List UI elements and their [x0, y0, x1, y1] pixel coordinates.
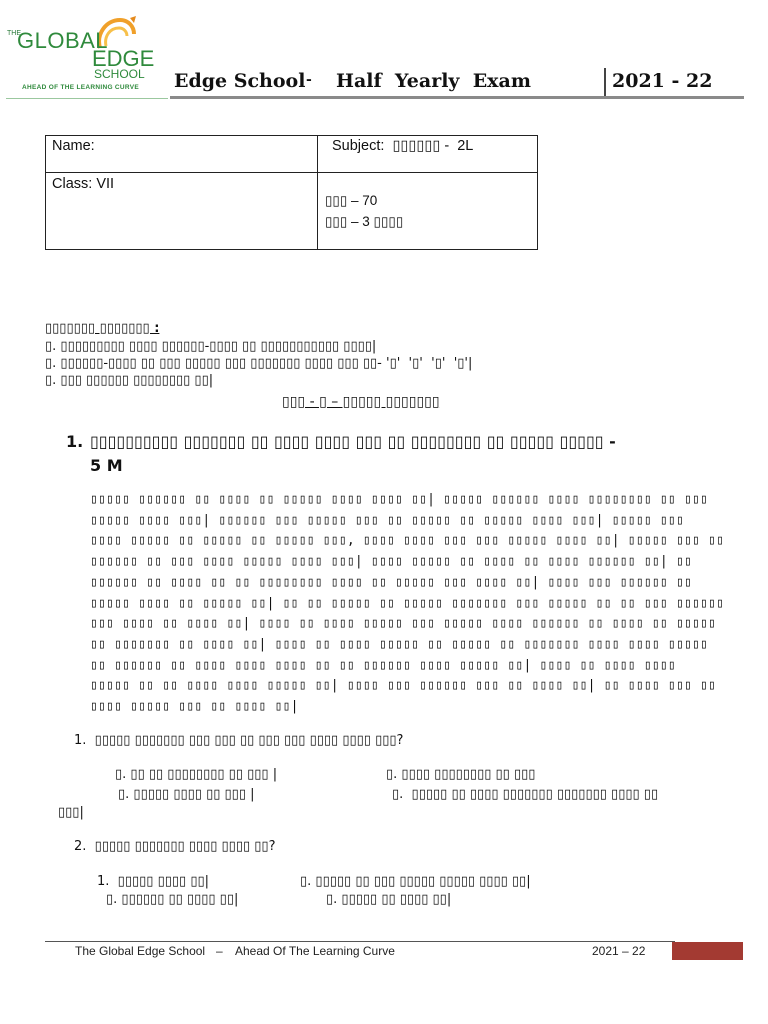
footer-dash: –	[216, 944, 223, 958]
question-1-text-line-1: ▯▯▯▯▯▯▯▯▯▯ ▯▯▯▯▯▯▯ ▯▯ ▯▯▯▯ ▯▯▯▯ ▯▯▯ ▯▯ ▯▯▯▯▯▯▯▯ ▯▯ ▯▯▯▯▯ ▯▯▯▯▯ -	[90, 432, 616, 451]
header-school-name: Edge School	[174, 70, 306, 92]
sub-q1-option-c: ▯. ▯▯▯▯▯ ▯▯▯▯ ▯▯ ▯▯▯ |	[118, 787, 255, 802]
logo-tagline: AHEAD OF THE LEARNING CURVE	[22, 84, 140, 91]
passage-line: ▯▯▯▯ ▯▯▯▯▯ ▯▯▯ ▯▯ ▯▯▯▯ ▯▯|	[90, 699, 299, 714]
sub-q1-option-d: ▯. ▯▯▯▯▯ ▯▯ ▯▯▯▯ ▯▯▯▯▯▯▯ ▯▯▯▯▯▯▯ ▯▯▯▯ ▯▯	[392, 787, 659, 802]
passage-line: ▯▯ ▯▯▯▯▯▯▯ ▯▯ ▯▯▯▯ ▯▯| ▯▯▯▯ ▯▯ ▯▯▯▯ ▯▯▯▯▯ ▯▯ ▯▯▯▯▯ ▯▯ ▯▯▯▯▯▯▯ ▯▯▯▯ ▯▯▯▯ ▯▯▯▯▯	[90, 636, 709, 652]
passage-line: ▯▯▯▯▯ ▯▯▯▯ ▯▯ ▯▯▯▯▯ ▯▯| ▯▯ ▯▯ ▯▯▯▯▯ ▯▯ ▯▯▯▯▯ ▯▯▯▯▯▯▯ ▯▯▯ ▯▯▯▯▯ ▯▯ ▯▯ ▯▯▯ ▯▯▯▯▯▯	[90, 595, 725, 611]
question-1-number: 1.	[66, 432, 84, 451]
passage-line: ▯▯▯▯▯▯ ▯▯ ▯▯▯ ▯▯▯▯ ▯▯▯▯▯ ▯▯▯▯ ▯▯▯| ▯▯▯▯ ▯▯▯▯▯ ▯▯ ▯▯▯▯ ▯▯ ▯▯▯▯ ▯▯▯▯▯▯ ▯▯| ▯▯	[90, 554, 692, 570]
instructions-heading: ▯▯▯▯▯▯▯ ▯▯▯▯▯▯▯ :	[45, 321, 160, 336]
name-label: Name:	[52, 138, 95, 154]
passage-line: ▯▯ ▯▯▯▯▯▯ ▯▯ ▯▯▯▯ ▯▯▯▯ ▯▯▯▯ ▯▯ ▯▯ ▯▯▯▯▯▯ ▯▯▯▯ ▯▯▯▯▯ ▯▯| ▯▯▯▯ ▯▯ ▯▯▯▯ ▯▯▯▯	[90, 657, 676, 673]
passage-line: ▯▯▯▯ ▯▯▯▯▯ ▯▯ ▯▯▯▯▯ ▯▯ ▯▯▯▯▯ ▯▯▯, ▯▯▯▯ ▯▯▯▯ ▯▯▯ ▯▯▯ ▯▯▯▯▯ ▯▯▯▯ ▯▯| ▯▯▯▯▯ ▯▯▯ ▯▯	[90, 533, 725, 549]
sub-q2-option-a: 1. ▯▯▯▯▯ ▯▯▯▯ ▯▯|	[97, 874, 210, 889]
sub-q1-option-d-cont: ▯▯▯|	[58, 805, 84, 820]
question-1-text-line-2: 5 M	[90, 456, 123, 475]
logo-global-text: GLOBAL	[17, 28, 109, 53]
passage-line: ▯▯▯▯▯ ▯▯▯▯▯▯ ▯▯ ▯▯▯▯ ▯▯ ▯▯▯▯▯ ▯▯▯▯ ▯▯▯▯ ▯▯| ▯▯▯▯▯ ▯▯▯▯▯▯ ▯▯▯▯ ▯▯▯▯▯▯▯▯ ▯▯ ▯▯▯	[90, 492, 709, 507]
sub-q2-option-b: ▯. ▯▯▯▯▯ ▯▯ ▯▯▯ ▯▯▯▯▯ ▯▯▯▯▯ ▯▯▯▯ ▯▯|	[300, 874, 531, 889]
header-divider	[604, 68, 606, 98]
table-row-divider	[45, 172, 538, 173]
header-exam-title: Half Yearly Exam	[336, 70, 531, 92]
logo-school-text: SCHOOL	[94, 67, 145, 81]
logo-edge-text: EDGE	[92, 46, 155, 71]
footer-year: 2021 – 22	[592, 944, 646, 958]
footer-accent-bar	[672, 942, 743, 960]
instruction-line-3: ▯. ▯▯▯ ▯▯▯▯▯▯ ▯▯▯▯▯▯▯▯ ▯▯|	[45, 373, 214, 388]
instruction-line-1: ▯. ▯▯▯▯▯▯▯▯▯ ▯▯▯▯ ▯▯▯▯▯▯-▯▯▯▯ ▯▯ ▯▯▯▯▯▯▯▯▯▯▯ ▯▯▯▯|	[45, 339, 377, 354]
sub-q2-option-d: ▯. ▯▯▯▯▯ ▯▯ ▯▯▯▯ ▯▯|	[326, 892, 452, 907]
table-column-divider	[317, 135, 318, 250]
school-logo	[6, 12, 166, 104]
logo-underline	[6, 98, 168, 99]
passage-line: ▯▯▯▯▯ ▯▯▯▯ ▯▯▯| ▯▯▯▯▯▯ ▯▯▯ ▯▯▯▯▯ ▯▯▯ ▯▯ ▯▯▯▯▯ ▯▯ ▯▯▯▯▯ ▯▯▯▯ ▯▯▯| ▯▯▯▯▯ ▯▯▯	[90, 512, 684, 528]
header-rule	[170, 96, 744, 99]
logo-the-text: THE	[7, 30, 21, 37]
sub-q2-option-c: ▯. ▯▯▯▯▯▯ ▯▯ ▯▯▯▯ ▯▯|	[106, 892, 239, 907]
sub-question-1: 1. ▯▯▯▯▯ ▯▯▯▯▯▯▯ ▯▯▯ ▯▯▯ ▯▯ ▯▯▯ ▯▯▯ ▯▯▯▯ ▯▯▯▯ ▯▯▯?	[74, 733, 404, 748]
sub-q1-option-b: ▯. ▯▯▯▯ ▯▯▯▯▯▯▯▯ ▯▯ ▯▯▯	[386, 767, 536, 782]
subject-label: Subject: ▯▯▯▯▯▯ - 2L	[332, 138, 474, 154]
passage-line: ▯▯▯▯▯ ▯▯ ▯▯ ▯▯▯▯ ▯▯▯▯ ▯▯▯▯▯ ▯▯| ▯▯▯▯ ▯▯▯ ▯▯▯▯▯▯ ▯▯▯ ▯▯ ▯▯▯▯ ▯▯| ▯▯ ▯▯▯▯ ▯▯▯ ▯▯	[90, 678, 717, 694]
footer-school-name: The Global Edge School	[75, 944, 206, 958]
section-heading: ▯▯▯ - ▯ – ▯▯▯▯▯ ▯▯▯▯▯▯▯	[282, 394, 440, 410]
time-line: ▯▯▯ – 3 ▯▯▯▯	[325, 214, 404, 229]
header-year: 2021 - 22	[612, 70, 713, 92]
instruction-line-2: ▯. ▯▯▯▯▯▯-▯▯▯▯ ▯▯ ▯▯▯ ▯▯▯▯▯ ▯▯▯ ▯▯▯▯▯▯▯ ▯▯▯▯ ▯▯▯ ▯▯- '▯' '▯' '▯' '▯'|	[45, 356, 473, 371]
footer-tagline: Ahead Of The Learning Curve	[235, 944, 395, 958]
footer-rule	[45, 941, 675, 942]
sub-question-2: 2. ▯▯▯▯▯ ▯▯▯▯▯▯▯ ▯▯▯▯ ▯▯▯▯ ▯▯?	[74, 839, 276, 854]
header-separator: -	[306, 72, 312, 88]
passage-line: ▯▯▯ ▯▯▯▯ ▯▯ ▯▯▯▯ ▯▯| ▯▯▯▯ ▯▯ ▯▯▯▯ ▯▯▯▯▯ ▯▯▯ ▯▯▯▯▯ ▯▯▯▯ ▯▯▯▯▯▯ ▯▯ ▯▯▯▯ ▯▯ ▯▯▯▯▯	[90, 616, 717, 632]
marks-line: ▯▯▯ – 70	[325, 193, 378, 208]
passage-line: ▯▯▯▯▯▯ ▯▯ ▯▯▯▯ ▯▯ ▯▯ ▯▯▯▯▯▯▯▯ ▯▯▯▯ ▯▯ ▯▯▯▯▯ ▯▯▯ ▯▯▯▯ ▯▯| ▯▯▯▯ ▯▯▯ ▯▯▯▯▯▯ ▯▯	[90, 574, 692, 590]
sub-q1-option-a: ▯. ▯▯ ▯▯ ▯▯▯▯▯▯▯▯ ▯▯ ▯▯▯ |	[115, 767, 278, 782]
class-label: Class: VII	[52, 176, 115, 192]
